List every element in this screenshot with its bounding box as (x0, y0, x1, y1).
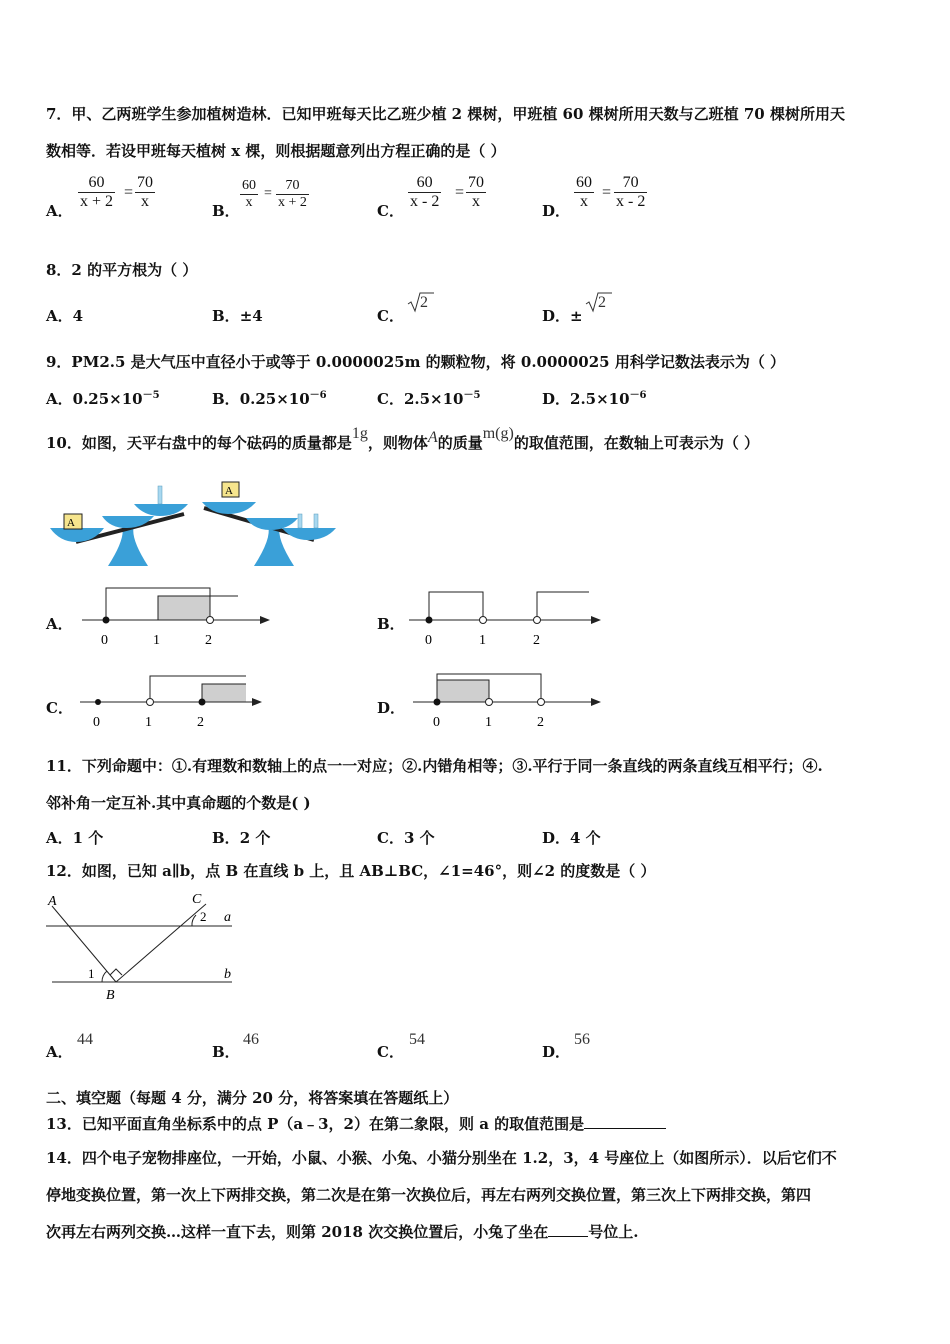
q12-option-c-value: 54 (409, 1031, 425, 1048)
q9-option-d: D．$2.5\times 10^{-6}$ (542, 390, 647, 408)
q12-option-a-label: A． (46, 1043, 73, 1061)
q7-option-d-frac2: $\frac{70}{x - 2}$ (616, 174, 646, 210)
q10-option-d-label: D． (377, 699, 406, 717)
q9-text: 9．PM2.5 是大气压中直径小于或等于 0.0000025m 的颗粒物，将 0.0000025 用科学记数法表示为（ ） (46, 353, 786, 371)
equals-sign: = (264, 186, 272, 201)
q12-option-d-value: 56 (574, 1031, 590, 1048)
q12-text: 12．如图，已知 a∥b，点 B 在直线 b 上，且 AB⊥BC，∠1=46°，则∠2 的度数是（ ） (46, 862, 656, 880)
q12-option-b-value: 46 (243, 1031, 259, 1048)
q7-option-a-frac1: $\frac{60}{x + 2}$ (80, 174, 114, 210)
q11-option-d: D．4 个 (542, 829, 601, 847)
tick-label: 1 (153, 633, 160, 648)
q8-text: 8．2 的平方根为（ ） (46, 261, 198, 279)
q10-option-b-label: B． (377, 615, 405, 633)
q7-option-d-label: D． (542, 202, 571, 220)
q11-line1: 11．下列命题中：①.有理数和数轴上的点一一对应；②.内错角相等；③.平行于同一条直线的两条直线互相平行；④. (46, 757, 823, 775)
equals-sign: = (124, 184, 134, 201)
tick-label: 1 (485, 715, 492, 730)
equals-sign: = (455, 184, 465, 201)
q10-option-c-label: C． (46, 699, 73, 717)
q7-option-a-label: A． (46, 202, 73, 220)
tick-label: 0 (93, 715, 100, 730)
q7-option-a-frac2: $\frac{70}{x}$ (137, 174, 153, 210)
balance-scale-figure (46, 478, 341, 570)
q7-line2: 数相等．若设甲班每天植树 x 棵，则根据题意列出方程正确的是（ ） (46, 142, 506, 160)
q8-option-b: B．±4 (212, 307, 263, 325)
q10-number-line-a (72, 582, 277, 652)
box-label-left: A (67, 517, 75, 529)
q14-line1: 14．四个电子宠物排座位，一开始，小鼠、小猴、小兔、小猫分别坐在 1.2，3，4 号座位上（如图所示）．以后它们不 (46, 1149, 837, 1167)
q7-option-c-label: C． (377, 202, 404, 220)
q8-option-d-label: D．± (542, 307, 583, 325)
q10-option-a-label: A． (46, 615, 73, 633)
tick-label: 2 (533, 633, 540, 648)
q7-option-b-frac2: $\frac{70}{x + 2}$ (278, 178, 307, 210)
q11-option-a: A．1 个 (46, 829, 104, 847)
q7-option-c-frac1: $\frac{60}{x - 2}$ (410, 174, 440, 210)
line-label-b: b (224, 967, 231, 982)
q7-line1: 7．甲、乙两班学生参加植树造林．已知甲班每天比乙班少植 2 棵树，甲班植 60 棵树所用天数与乙班植 70 棵树所用天 (46, 105, 845, 123)
tick-label: 2 (205, 633, 212, 648)
q11-option-b: B．2 个 (212, 829, 271, 847)
q10-number-line-c (72, 668, 277, 734)
q11-line2: 邻补角一定互补.其中真命题的个数是( ) (46, 794, 311, 812)
angle-label-2: 2 (200, 909, 207, 924)
q8-option-d-value: 2 (598, 294, 606, 311)
q8-option-c-value: 2 (420, 294, 428, 311)
q8-option-a: A．4 (46, 307, 84, 325)
tick-label: 2 (197, 715, 204, 730)
point-label-b: B (106, 988, 115, 1003)
q14-line2: 停地变换位置，第一次上下两排交换，第二次是在第一次换位后，再左右两列交换位置，第三次上下两排交换，第四 (46, 1186, 812, 1204)
angle-label-1: 1 (88, 966, 95, 981)
q9-option-a: A．$0.25\times 10^{-5}$ (46, 390, 160, 408)
tick-label: 0 (425, 633, 432, 648)
q14-line3: 次再左右两列交换…这样一直下去，则第 2018 次交换位置后，小兔了坐在 号位上. (46, 1223, 639, 1241)
point-label-a: A (48, 894, 57, 909)
tick-label: 0 (101, 633, 108, 648)
equals-sign: = (602, 184, 612, 201)
point-label-c: C (192, 892, 202, 907)
q10-number-line-b (403, 582, 608, 652)
box-label-right: A (225, 485, 233, 497)
line-label-a: a (224, 910, 231, 925)
q7-option-d-frac1: $\frac{60}{x}$ (576, 174, 592, 210)
q7-options (0, 170, 950, 225)
tick-label: 1 (479, 633, 486, 648)
q12-option-b-label: B． (212, 1043, 240, 1061)
q8-option-c-label: C． (377, 307, 404, 325)
section-2-heading: 二、填空题（每题 4 分，满分 20 分，将答案填在答题纸上） (46, 1089, 459, 1107)
q13-text: 13．已知平面直角坐标系中的点 P（a﹣3，2）在第二象限，则 a 的取值范围是 (46, 1113, 666, 1134)
tick-label: 2 (537, 715, 544, 730)
tick-label: 0 (433, 715, 440, 730)
q7-option-b-frac1: $\frac{60}{x}$ (242, 178, 256, 210)
q12-option-c-label: C． (377, 1043, 404, 1061)
q10-text: 10．如图，天平右盘中的每个砝码的质量都是1g，则物体A的质量m(g)的取值范围，在数轴上可表示为（ ） (46, 425, 760, 452)
q12-option-d-label: D． (542, 1043, 571, 1061)
q11-option-c: C．3 个 (377, 829, 435, 847)
balance-scale-right (202, 482, 336, 566)
q12-option-a-value: 44 (77, 1031, 93, 1048)
q9-option-c: C．$2.5\times 10^{-5}$ (377, 390, 481, 408)
q10-number-line-d (403, 668, 608, 734)
q7-option-b-label: B． (212, 202, 240, 220)
tick-label: 1 (145, 715, 152, 730)
q9-option-b: B．$0.25\times 10^{-6}$ (212, 390, 327, 408)
q7-option-c-frac2: $\frac{70}{x}$ (468, 174, 484, 210)
q12-geometry-figure (40, 888, 250, 1003)
